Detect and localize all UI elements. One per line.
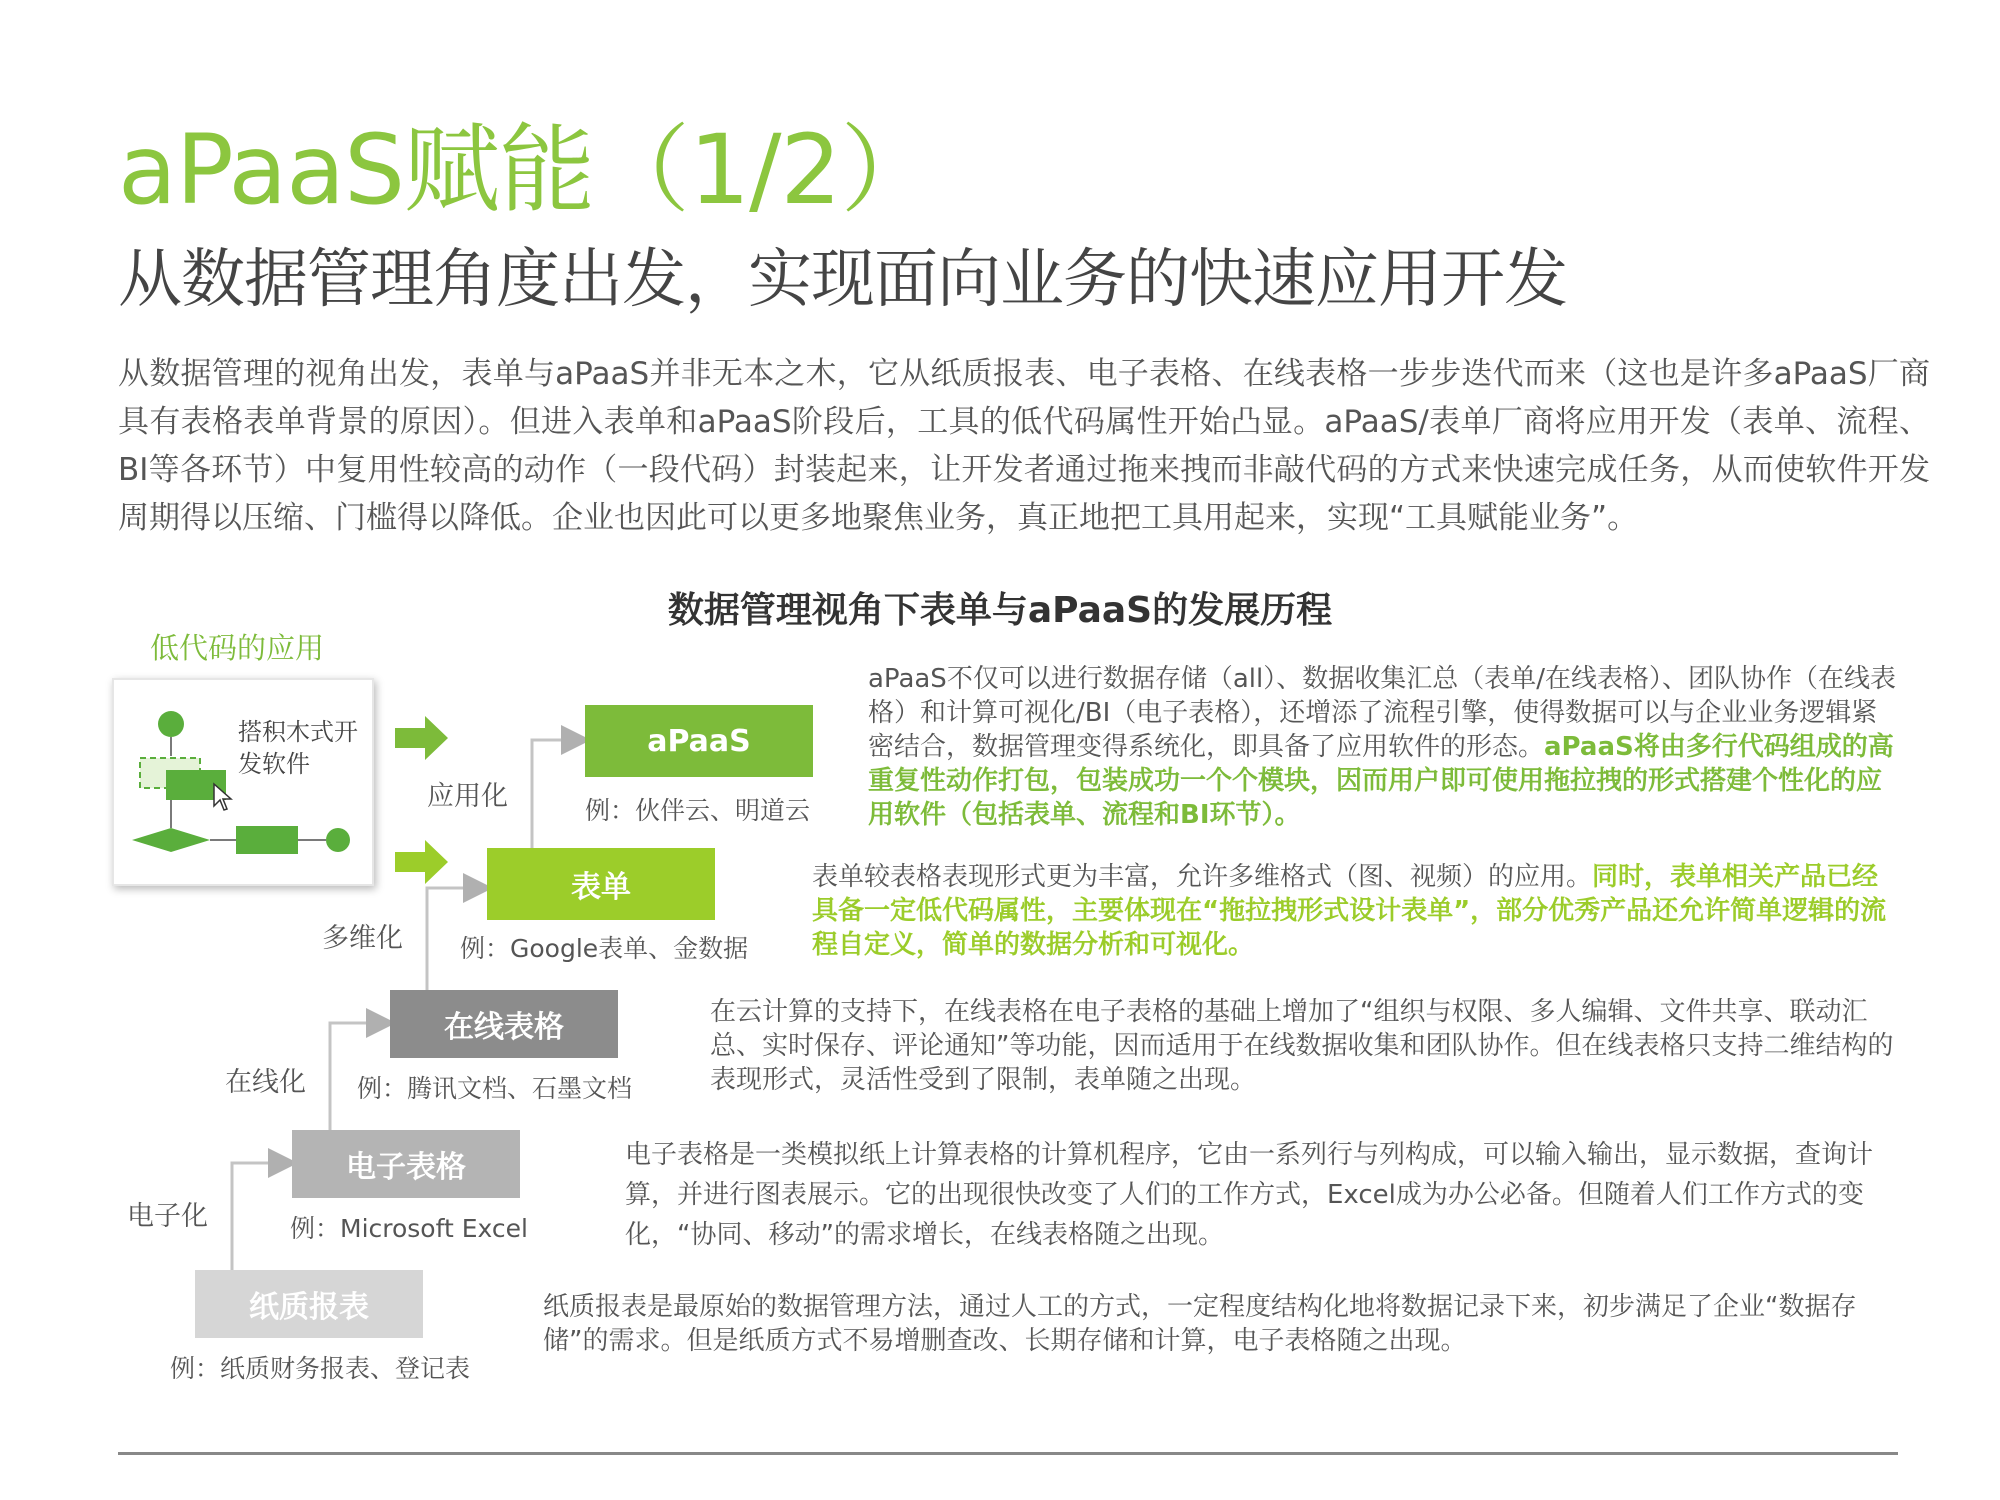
desc-form bbox=[812, 860, 1896, 962]
stage-spreadsheet: 电子表格 bbox=[292, 1130, 520, 1198]
desc-paper-report: 纸质报表是最原始的数据管理方法，通过人工的方式，一定程度结构化地将数据记录下来，初步满足了企业“数据存储”的需求。但是纸质方式不易增删查改、长期存储和计算，电子表格随之出现。 bbox=[543, 1292, 1857, 1356]
stage-form-example: 例：Google表单、金数据 bbox=[460, 934, 749, 963]
footer-divider bbox=[118, 1452, 1898, 1455]
desc-online-sheet: 在云计算的支持下，在线表格在电子表格的基础上增加了“组织与权限、多人编辑、文件共享、联动汇总、实时保存、评论通知”等功能，因而适用于在线数据收集和团队协作。但在线表格只支持二维结构的表现形式，灵活性受到了限制，表单随之出现。 bbox=[710, 997, 1894, 1095]
transition-label-online: 在线化 bbox=[225, 1067, 306, 1098]
desc-form-plain: 表单较表格表现形式更为丰富，允许多维格式（图、视频）的应用。 bbox=[812, 862, 1593, 892]
lowcode-arrow-form-icon bbox=[395, 840, 448, 884]
transition-label-multidim: 多维化 bbox=[322, 923, 403, 954]
building-block-flow-icon bbox=[114, 680, 372, 884]
lowcode-panel bbox=[112, 678, 374, 886]
connector-paper-to-spreadsheet bbox=[232, 1163, 292, 1278]
desc-apaas-plain: aPaaS不仅可以进行数据存储（all）、数据收集汇总（表单/在线表格）、团队协作（在线表格）和计算可视化/BI（电子表格），还增添了流程引擎，使得数据可以与企业业务逻辑紧密结合，数据管理变得系统化，即具备了应用软件的形态。 bbox=[868, 664, 1896, 762]
stage-spreadsheet-example: 例：Microsoft Excel bbox=[290, 1214, 528, 1243]
stage-online-sheet: 在线表格 bbox=[390, 990, 618, 1058]
intro-text: 从数据管理的视角出发，表单与aPaaS并非无本之木，它从纸质报表、电子表格、在线表格一步步迭代而来（这也是许多aPaaS厂商具有表格表单背景的原因）。但进入表单和aPaaS阶段后，工具的低代码属性开始凸显。aPaaS/表单厂商将应用开发（表单、流程、BI等各环节）中复用性较高的动作（一段代码）封装起来，让开发者通过拖来拽而非敲代码的方式来快速完成任务，从而使软件开发周期得以压缩、门槛得以降低。企业也因此可以更多地聚焦业务，真正地把工具用起来，实现“工具赋能业务”。 bbox=[118, 356, 1930, 536]
stage-paper-report: 纸质报表 bbox=[195, 1270, 423, 1338]
stage-paper-report-example: 例：纸质财务报表、登记表 bbox=[170, 1354, 471, 1383]
transition-label-apply: 应用化 bbox=[427, 781, 508, 812]
lowcode-label: 低代码的应用 bbox=[150, 631, 325, 665]
page-title: aPaaS赋能（1/2） bbox=[118, 114, 936, 226]
stage-online-sheet-example: 例：腾讯文档、石墨文档 bbox=[357, 1074, 633, 1103]
connector-form-to-apaas bbox=[532, 740, 585, 848]
desc-form-highlight: 同时，表单相关产品已经具备一定低代码属性，主要体现在“拖拉拽形式设计表单”，部分优秀产品还允许简单逻辑的流程自定义，简单的数据分析和可视化。 bbox=[812, 862, 1887, 960]
desc-apaas bbox=[868, 662, 1896, 832]
lowcode-arrow-apaas-icon bbox=[395, 716, 448, 760]
stage-form: 表单 bbox=[487, 848, 715, 920]
stage-apaas: aPaaS bbox=[585, 705, 813, 777]
diagram-title: 数据管理视角下表单与aPaaS的发展历程 bbox=[667, 590, 1333, 631]
page-subtitle: 从数据管理角度出发，实现面向业务的快速应用开发 bbox=[118, 243, 1567, 317]
lowcode-text: 搭积木式开发软件 bbox=[238, 718, 358, 778]
stage-apaas-example: 例：伙伴云、明道云 bbox=[585, 796, 811, 825]
desc-apaas-highlight: aPaaS将由多行代码组成的高重复性动作打包，包装成功一个个模块，因而用户即可使用拖拉拽的形式搭建个性化的应用软件（包括表单、流程和BI环节）。 bbox=[868, 732, 1894, 830]
desc-spreadsheet: 电子表格是一类模拟纸上计算表格的计算机程序，它由一系列行与列构成，可以输入输出，显示数据，查询计算，并进行图表展示。它的出现很快改变了人们的工作方式，Excel成为办公必备。但随着人们工作方式的变化，“协同、移动”的需求增长，在线表格随之出现。 bbox=[625, 1140, 1874, 1250]
transition-label-digital: 电子化 bbox=[127, 1201, 208, 1232]
